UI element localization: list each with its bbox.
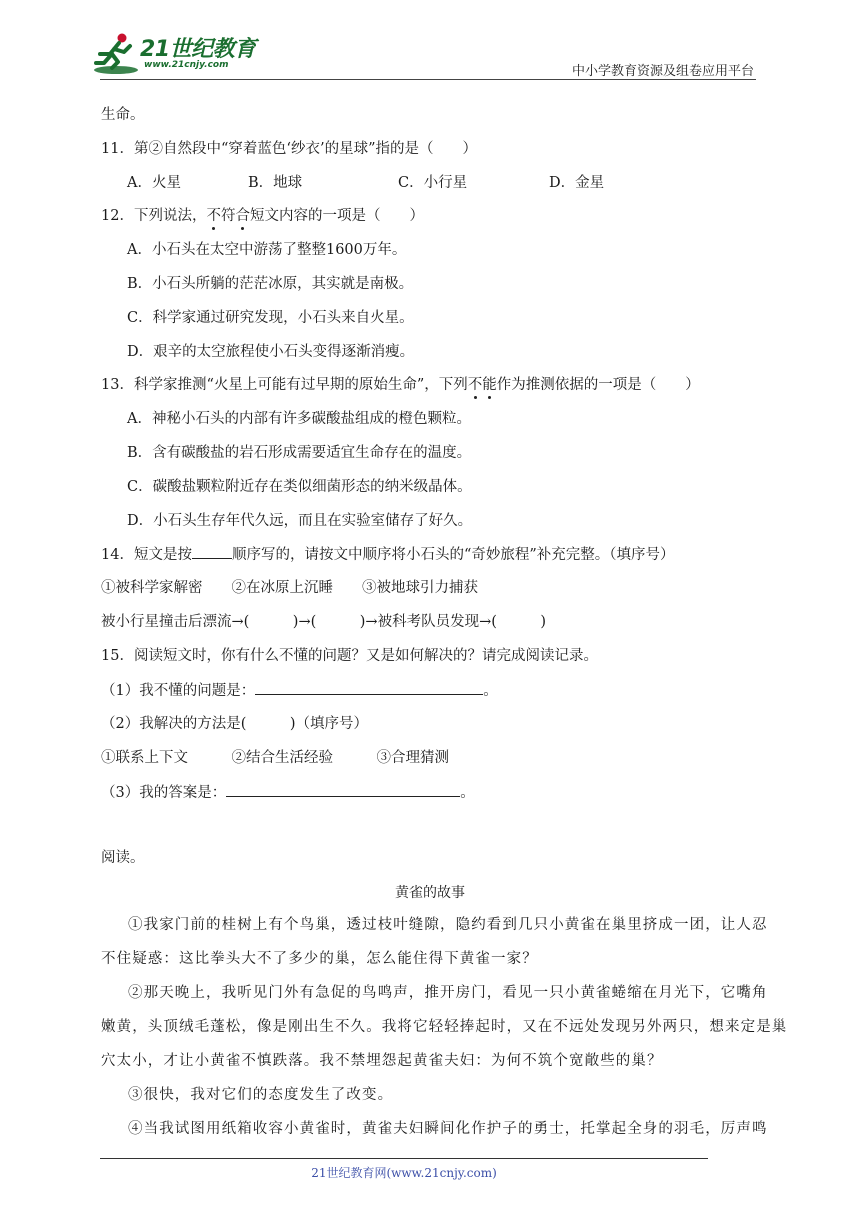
q15-1-answer-blank[interactable]	[255, 680, 483, 695]
story-paragraph-line: ④当我试图用纸箱收容小黄雀时，黄雀夫妇瞬间化作护子的勇士，托掌起全身的羽毛，厉声鸣	[128, 1121, 768, 1137]
story-paragraph-line: 嫩黄，头顶绒毛蓬松，像是刚出生不久。我将它轻轻捧起时，又在不远处发现另外两只，想来定是巢	[101, 1019, 788, 1035]
story-paragraph-line: 不住疑惑：这比拳头大不了多少的巢，怎么能住得下黄雀一家？	[101, 951, 538, 967]
q11-option-c: C．小行星	[398, 175, 468, 191]
q15-part-1	[101, 680, 498, 701]
q14-sequence: 被小行星撞击后漂流→( )→( )→被科考队员发现→( )	[101, 614, 547, 630]
q13-option-d: D．小石头生存年代久远，而且在实验室储存了好久。	[127, 513, 473, 529]
q13-text-post: 作为推测依据的一项是（ ）	[496, 377, 700, 393]
story-paragraph-line: 穴太小，才让小黄雀不慎跌落。我不禁埋怨起黄雀夫妇：为何不筑个宽敞些的巢？	[101, 1053, 663, 1069]
q14-choices: ①被科学家解密 ②在冰原上沉睡 ③被地球引力捕获	[101, 580, 478, 596]
header-platform-name: 中小学教育资源及组卷应用平台	[571, 64, 754, 79]
footer-link[interactable]: 21世纪教育网(www.21cnjy.com)	[311, 1166, 497, 1180]
q13-option-b: B．含有碳酸盐的岩石形成需要适宜生命存在的温度。	[127, 445, 472, 461]
q15-part-3	[101, 782, 475, 803]
story-paragraph-line: ②那天晚上，我听见门外有急促的鸟鸣声，推开房门，看见一只小黄雀蜷缩在月光下，它嘴角	[128, 985, 768, 1001]
q13-text-pre: 13．科学家推测“火星上可能有过早期的原始生命”，下列	[101, 377, 468, 393]
q15-3-label: （3）我的答案是：	[101, 785, 227, 801]
q12-option-a: A．小石头在太空中游荡了整整1600万年。	[127, 242, 407, 258]
q15-1-label: （1）我不懂的问题是：	[101, 683, 256, 699]
q12-emphasis-2: 合	[235, 208, 250, 224]
q13-emphasis-2: 能	[482, 377, 497, 393]
logo-url: www.21cnjy.com	[144, 60, 229, 70]
runner-logo-icon	[92, 30, 142, 76]
reading-label: 阅读。	[101, 850, 145, 866]
q15-3-end: 。	[460, 785, 475, 801]
q15-part-2: （2）我解决的方法是( )（填序号）	[101, 716, 369, 732]
page-header	[0, 0, 860, 80]
q12-text-post: 短文内容的一项是（ ）	[249, 208, 424, 224]
q14-text-pre: 14．短文是按	[101, 547, 192, 563]
question-14	[101, 544, 675, 565]
text-line: 生命。	[101, 107, 145, 123]
q11-option-d: D．金星	[549, 175, 605, 191]
q15-1-end: 。	[483, 683, 498, 699]
q12-option-c: C．科学家通过研究发现，小石头来自火星。	[127, 310, 414, 326]
logo-text: 21世纪教育	[140, 37, 256, 62]
q15-3-answer-blank[interactable]	[226, 782, 460, 797]
question-11: 11．第②自然段中“穿着蓝色‘纱衣’的星球”指的是（ ）	[101, 141, 477, 157]
q12-text-mid: 符	[220, 208, 236, 224]
story-paragraph-line: ①我家门前的桂树上有个鸟巢，透过枝叶缝隙，隐约看到几只小黄雀在巢里挤成一团，让人忍	[128, 917, 768, 933]
question-15: 15．阅读短文时，你有什么不懂的问题？又是如何解决的？请完成阅读记录。	[101, 648, 598, 664]
question-13	[101, 375, 700, 395]
q11-option-b: B．地球	[248, 175, 303, 191]
q12-emphasis-1: 不	[206, 208, 221, 224]
q14-answer-blank[interactable]	[192, 544, 232, 559]
q12-option-b: B．小石头所躺的茫茫冰原，其实就是南极。	[127, 276, 414, 292]
story-paragraph-line: ③很快，我对它们的态度发生了改变。	[128, 1087, 394, 1103]
q14-text-post: 顺序写的，请按文中顺序将小石头的“奇妙旅程”补充完整。（填序号）	[231, 547, 675, 563]
q12-option-d: D．艰辛的太空旅程使小石头变得逐渐消瘦。	[127, 344, 415, 360]
question-12	[101, 206, 424, 226]
q12-text-pre: 12．下列说法，	[101, 208, 207, 224]
q13-emphasis-1: 不	[467, 377, 483, 393]
story-title: 黄雀的故事	[395, 885, 465, 901]
logo	[92, 30, 262, 78]
footer-divider	[100, 1158, 708, 1159]
q15-choices: ①联系上下文 ②结合生活经验 ③合理猜测	[101, 750, 449, 766]
q11-option-a: A．火星	[127, 175, 181, 191]
q13-option-c: C．碳酸盐颗粒附近存在类似细菌形态的纳米级晶体。	[127, 479, 472, 495]
q13-option-a: A．神秘小石头的内部有许多碳酸盐组成的橙色颗粒。	[127, 411, 471, 427]
header-divider	[100, 79, 756, 80]
